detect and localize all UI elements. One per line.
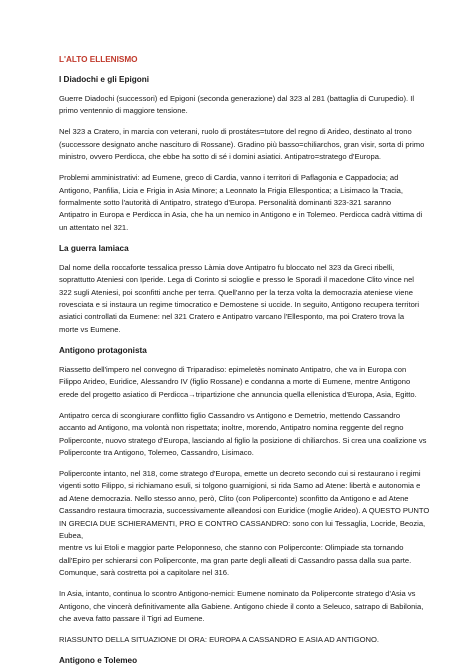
paragraph: RIASSUNTO DELLA SITUAZIONE DI ORA: EUROPA A CASSANDRO E ASIA AD ANTIGONO. <box>59 634 380 644</box>
section-heading: Antigono e Tolemeo <box>59 655 138 665</box>
paragraph: In Asia, intanto, continua lo scontro Antigono-nemici: Eumene nominato da Poliperconte stratego d'Asia vs Antigono, che vincerà definitivamente alla Gabiene. Antigono chiede il conto a Seleuco, satrapo di Babilonia, che aveva fatto passare il Tigri ad Eumene. <box>59 589 424 623</box>
paragraph: Riassetto dell'impero nel convegno di Triparadiso: epimeletès nominato Antipatro, che va in Europa con Filippo Arideo, Euridice, Alessandro IV (figlio Rossane) e condanna a morte di Eumene, mentre Antigono erede del progetto asiatico di Perdicca→tripartizione che annuncia quella ellenistica d'Europa, Asia, Egitto. <box>59 364 417 399</box>
section-heading: Antigono protagonista <box>59 345 147 355</box>
paragraph: Dal nome della roccaforte tessalica presso Làmia dove Antipatro fu bloccato nel 323 da Greci ribelli, soprattutto Ateniesi con Iperide. Lega di Corinto si scioglie e presso le Sporadi il macedone Clito vince nel 322 sugli Ateniesi, poi sconfitti anche per terra. Quell'anno per la terza volta la democrazia ateniese viene rovesciata e si instaura un regime timocratico e Demostene si uccide. In seguito, Antigono recupera territori asiatici controllati da Eumene: nel 321 Cratero e Antipatro varcano l'Ellesponto, ma poi Cratero trova la morte vs Eumene. <box>59 262 420 334</box>
paragraph: Antipatro cerca di scongiurare conflitto figlio Cassandro vs Antigono e Demetrio, mettendo Cassandro accanto ad Antigono, ma volontà non rispettata; inoltre, morendo, Antipatro nomina reggente del regno Poliperconte, nuovo stratego d'Europa, lasciando al figlio la posizione di chiliarchos. Si crea una coalizione vs Poliperconte tra Antigono, Tolemeo, Cassandro, Lisimaco. <box>59 410 427 457</box>
section-heading: La guerra lamiaca <box>59 243 129 253</box>
document-title: L'ALTO ELLENISMO <box>59 55 138 64</box>
paragraph: Guerre Diadochi (successori) ed Epigoni (seconda generazione) dal 323 al 281 (battaglia di Curupedio). Il primo ventennio di maggiore tensione. <box>59 94 415 116</box>
paragraph: Nel 323 a Cratero, in marcia con veterani, ruolo di prostátes=tutore del regno di Arideo, destinato al trono (successore designato anche nascituro di Rossane). Gradino più basso=chiliarchos, gran visir, sorta di primo ministro, ovvero Perdicca, che ebbe ha sotto di sé i domini asiatici. Antipatro=stratego d'Europa. <box>59 127 425 162</box>
paragraph: Poliperconte intanto, nel 318, come stratego d'Europa, emette un decreto secondo cui si restaurano i regimi vigenti sotto Filippo, si richiamano esuli, si tolgono guarnigioni, si rida Samo ad Atene: libertà e autonomia e ad Atene democrazia. Nello stesso anno, però, Clito (con Poliperconte) sconfitto da Antigono e ad Atene Cassandro restaura timocrazia, successivamente alleandosi con Euridice (moglie Arideo). A QUESTO PUNTO IN GRECIA DUE SCHIERAMENTI, PRO E CONTRO CASSANDRO: sono con lui Tessaglia, Locride, Beozia, Eubea, mentre vs lui Etoli e maggior parte Peloponneso, che stanno con Poliperconte: Olimpiade sta tornando dall'Epiro per schierarsi con Poliperconte, ma gran parte degli alleati di Cassandro passa dalla sua parte. Comunque, sarà costretta poi a capitolare nel 316. <box>59 468 430 578</box>
paragraph: Problemi amministrativi: ad Eumene, greco di Cardia, vanno i territori di Paflagonia e Cappadocia; ad Antigono, Panfilia, Licia e Frigia in Asia Minore; a Leonnato la Frigia Ellespontica; a Lisimaco la Tracia, formalmente sotto l'autorità di Antipatro, stratego d'Europa. Personalità dominanti 323-321 saranno Antipatro in Europa e Perdicca in Asia, che ha un nemico in Antigono e in Tolemeo. Perdicca cadrà vittima di un attentato nel 321. <box>59 173 423 232</box>
section-heading: I Diadochi e gli Epigoni <box>59 75 150 84</box>
